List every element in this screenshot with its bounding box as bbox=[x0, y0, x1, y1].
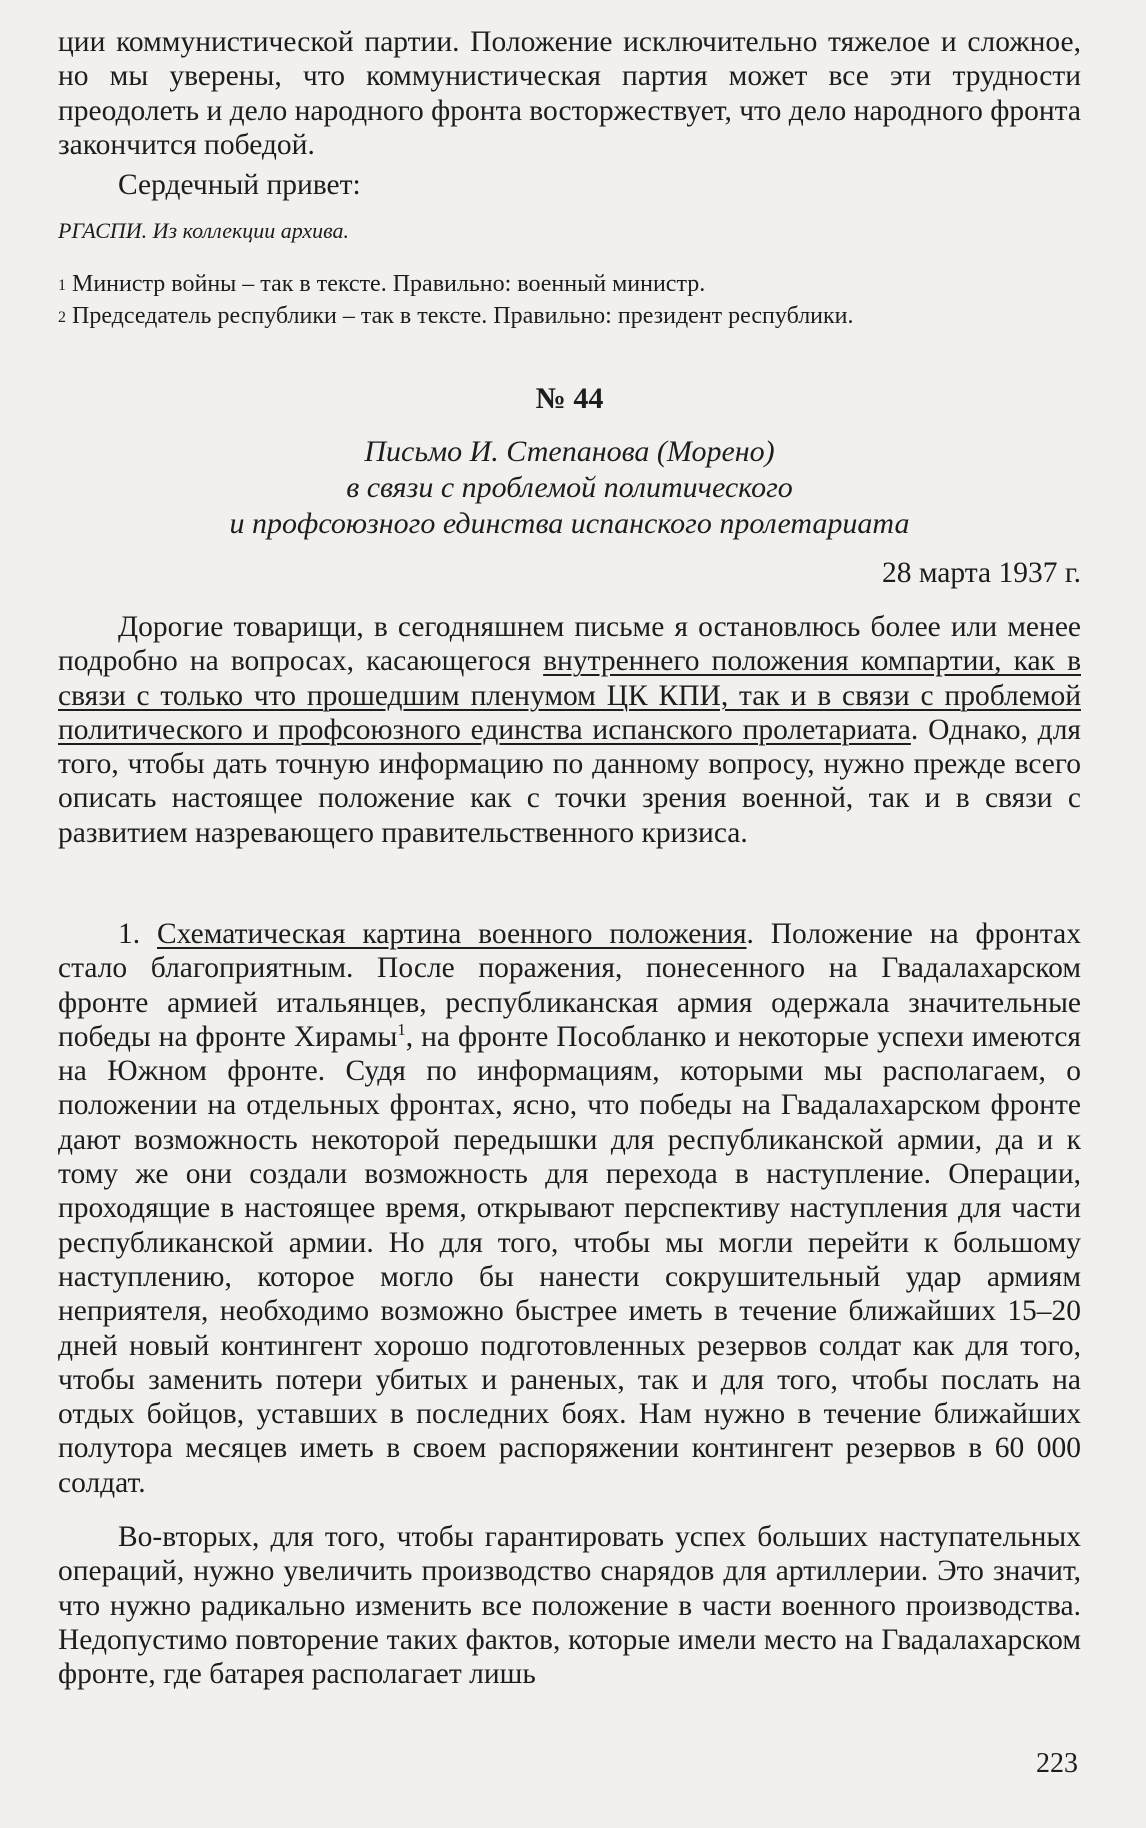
opening-paragraph bbox=[58, 25, 1081, 162]
paragraph-1-underlined: внутреннего положения компартии, как в связи с только что прошедшим пленумом ЦК КПИ, так и в связи с проблемой политического и профсоюзного единства испанского пролетариата bbox=[58, 645, 1081, 746]
footnote-1 bbox=[58, 268, 1081, 300]
opening-text: ции коммунистической партии. Положение исключительно тяжелое и сложное, но мы уверены, что коммунистическая партия может все эти трудности преодолеть и дело народного фронта восторжествует, что дело народного фронта закончится победой. bbox=[58, 26, 1081, 161]
document-title bbox=[58, 434, 1081, 542]
paragraph-3: Во-вторых, для того, чтобы гарантировать успех больших наступательных операций, нужно увеличить производство снарядов для артиллерии. Это значит, что нужно радикально изменить все положение в части военного производства. Недопустимо повторение таких фактов, которые имели место на Гвадалахарском фронте, где батарея располагает лишь bbox=[58, 1521, 1081, 1691]
page-number: 223 bbox=[1036, 1748, 1078, 1779]
footnotes bbox=[58, 268, 1081, 332]
footnote-2 bbox=[58, 300, 1081, 332]
title-line-3: и профсоюзного единства испанского пролетариата bbox=[229, 507, 910, 540]
title-line-2: в связи с проблемой политического bbox=[346, 471, 793, 504]
greeting bbox=[58, 168, 1081, 202]
body-paragraph-2 bbox=[58, 917, 1081, 1500]
source-note bbox=[58, 217, 1081, 245]
document-date bbox=[58, 556, 1081, 590]
document-header bbox=[58, 382, 1081, 416]
footnote-1-text: Министр войны – так в тексте. Правильно: военный министр. bbox=[72, 271, 706, 297]
paragraph-2-underlined: Схематическая картина военного положения bbox=[156, 918, 747, 950]
paragraph-2-text-1: . Положение на фронтах стало благоприятным. После поражения, понесенного на Гвадалахарском фронте армией итальянцев, республиканская армия одержала значительные победы на фронте Хирамы bbox=[58, 918, 1081, 1053]
greeting-text: Сердечный привет: bbox=[118, 169, 361, 201]
title-line-1: Письмо И. Степанова (Морено) bbox=[364, 435, 775, 468]
document-number: № 44 bbox=[535, 382, 604, 415]
source-text: РГАСПИ. Из коллекции архива. bbox=[58, 218, 350, 243]
body-paragraph-3 bbox=[58, 1520, 1081, 1691]
paragraph-2 bbox=[58, 917, 1081, 1500]
paragraph-1-pre: Дорогие товарищи, в сегодняшнем письме я остановлюсь более или менее подробно на вопросах, касающегося bbox=[58, 611, 1081, 678]
date-text: 28 марта 1937 г. bbox=[881, 557, 1081, 589]
paragraph-2-text-2: , на фронте Пособланко и некоторые успехи имеются на Южном фронте. Судя по информациям, которыми мы располагаем, о положении на отдельных фронтах, ясно, что победы на Гвадалахарском фронте дают возможность некоторой передышки для республиканской армии, да и к тому же они создали возможность для перехода в наступление. Операции, проходящие в настоящее время, открывают перспективу наступления для части республиканской армии. Но для того, чтобы мы могли перейти к большому наступлению, которое могло бы нанести сокрушительный удар армиям неприятеля, необходимо возможно быстрее иметь в течение ближайших 15–20 дней новый контингент хорошо подготовленных резервов солдат как для того, чтобы заменить потери убитых и раненых, так и для того, чтобы послать на отдых бойцов, уставших в последних боях. Нам нужно в течение ближайших полутора месяцев иметь в своем распоряжении контингент резервов в 60 000 солдат. bbox=[58, 1020, 1081, 1499]
footnote-2-number: 2 bbox=[58, 309, 66, 326]
footnote-ref-1: 1 bbox=[397, 1020, 406, 1040]
footnote-1-number: 1 bbox=[58, 277, 66, 294]
paragraph-2-lead: 1. bbox=[118, 918, 157, 950]
paragraph-1 bbox=[58, 610, 1081, 850]
footnote-2-text: Председатель республики – так в тексте. Правильно: президент республики. bbox=[72, 303, 854, 329]
body-paragraph-1 bbox=[58, 610, 1081, 850]
paragraph-1-post: . Однако, для того, чтобы дать точную информацию по данному вопросу, нужно прежде всего описать настоящее положение как с точки зрения военной, так и в связи с развитием назревающего правительственного кризиса. bbox=[58, 713, 1081, 849]
